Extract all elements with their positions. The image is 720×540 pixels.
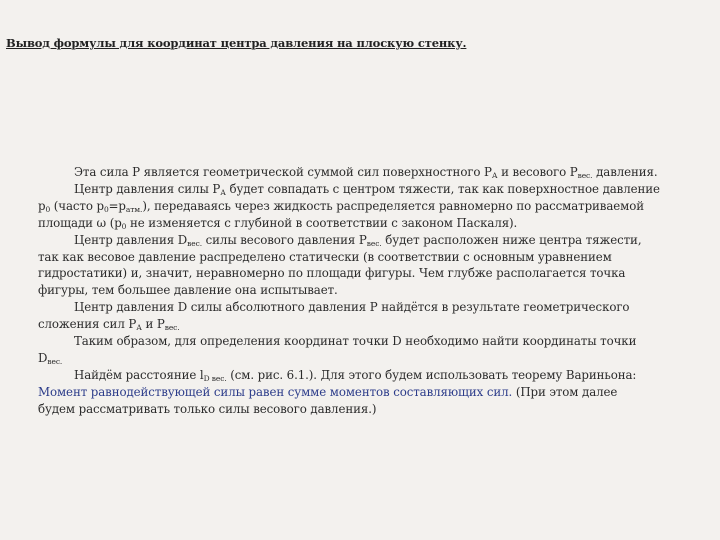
paragraph-2-line-1: Центр давления силы $Р_А$ будет совпадать с центром тяжести, так как поверхностное давление [74, 181, 660, 197]
paragraph-6-line-3: будем рассматривать только силы весового давления.) [38, 401, 377, 416]
varignon-theorem-statement: Момент равнодействующей силы равен сумме моментов составляющих сил. [38, 384, 513, 399]
paragraph-2-line-2: $р_0$ (часто $р_0=р_{атм.}$), передаваясь через жидкость распределяется равномерно по рассматриваемой [38, 198, 645, 214]
paragraph-4-line-1: Центр давления D силы абсолютного давления Р найдётся в результате геометрического [74, 300, 630, 315]
paragraph-5-line-2: $D_{вес.}$ [38, 350, 63, 366]
paragraph-3-line-1: Центр давления $D_{вес.}$ силы весового давления $Р_{вес.}$ будет расположен ниже центра тяжести, [74, 232, 642, 248]
paragraph-6-line-2: Момент равнодействующей силы равен сумме моментов составляющих сил. (При этом далее [38, 384, 618, 399]
paragraph-5-line-1: Таким образом, для определения координат точки D необходимо найти координаты точки [74, 334, 637, 349]
document-title: Вывод формулы для координат центра давления на плоскую стенку. [6, 36, 467, 50]
paragraph-1-line-1: Эта сила Р является геометрической суммой сил поверхностного $Р_А$ и весового $Р_{вес.}$ давления. [74, 165, 658, 180]
paragraph-3-line-4: фигуры, тем большее давление она испытывает. [38, 283, 338, 298]
paragraph-2-line-3: площади ω ($р_0$ не изменяется с глубиной в соответствии с законом Паскаля). [38, 215, 518, 231]
document-body [38, 164, 660, 418]
paragraph-4-line-2: сложения сил $Р_А$ и $Р_{вес.}$ [38, 317, 180, 333]
paragraph-3-line-2: так как весовое давление распределено статически (в соответствии с основным уравнением [38, 249, 612, 264]
paragraph-6-line-1: Найдём расстояние $l_{D вес.}$ (см. рис. 6.1.). Для этого будем использовать теорему Вариньона: [74, 367, 637, 383]
paragraph-3-line-3: гидростатики) и, значит, неравномерно по площади фигуры. Чем глубже располагается точка [38, 266, 626, 281]
